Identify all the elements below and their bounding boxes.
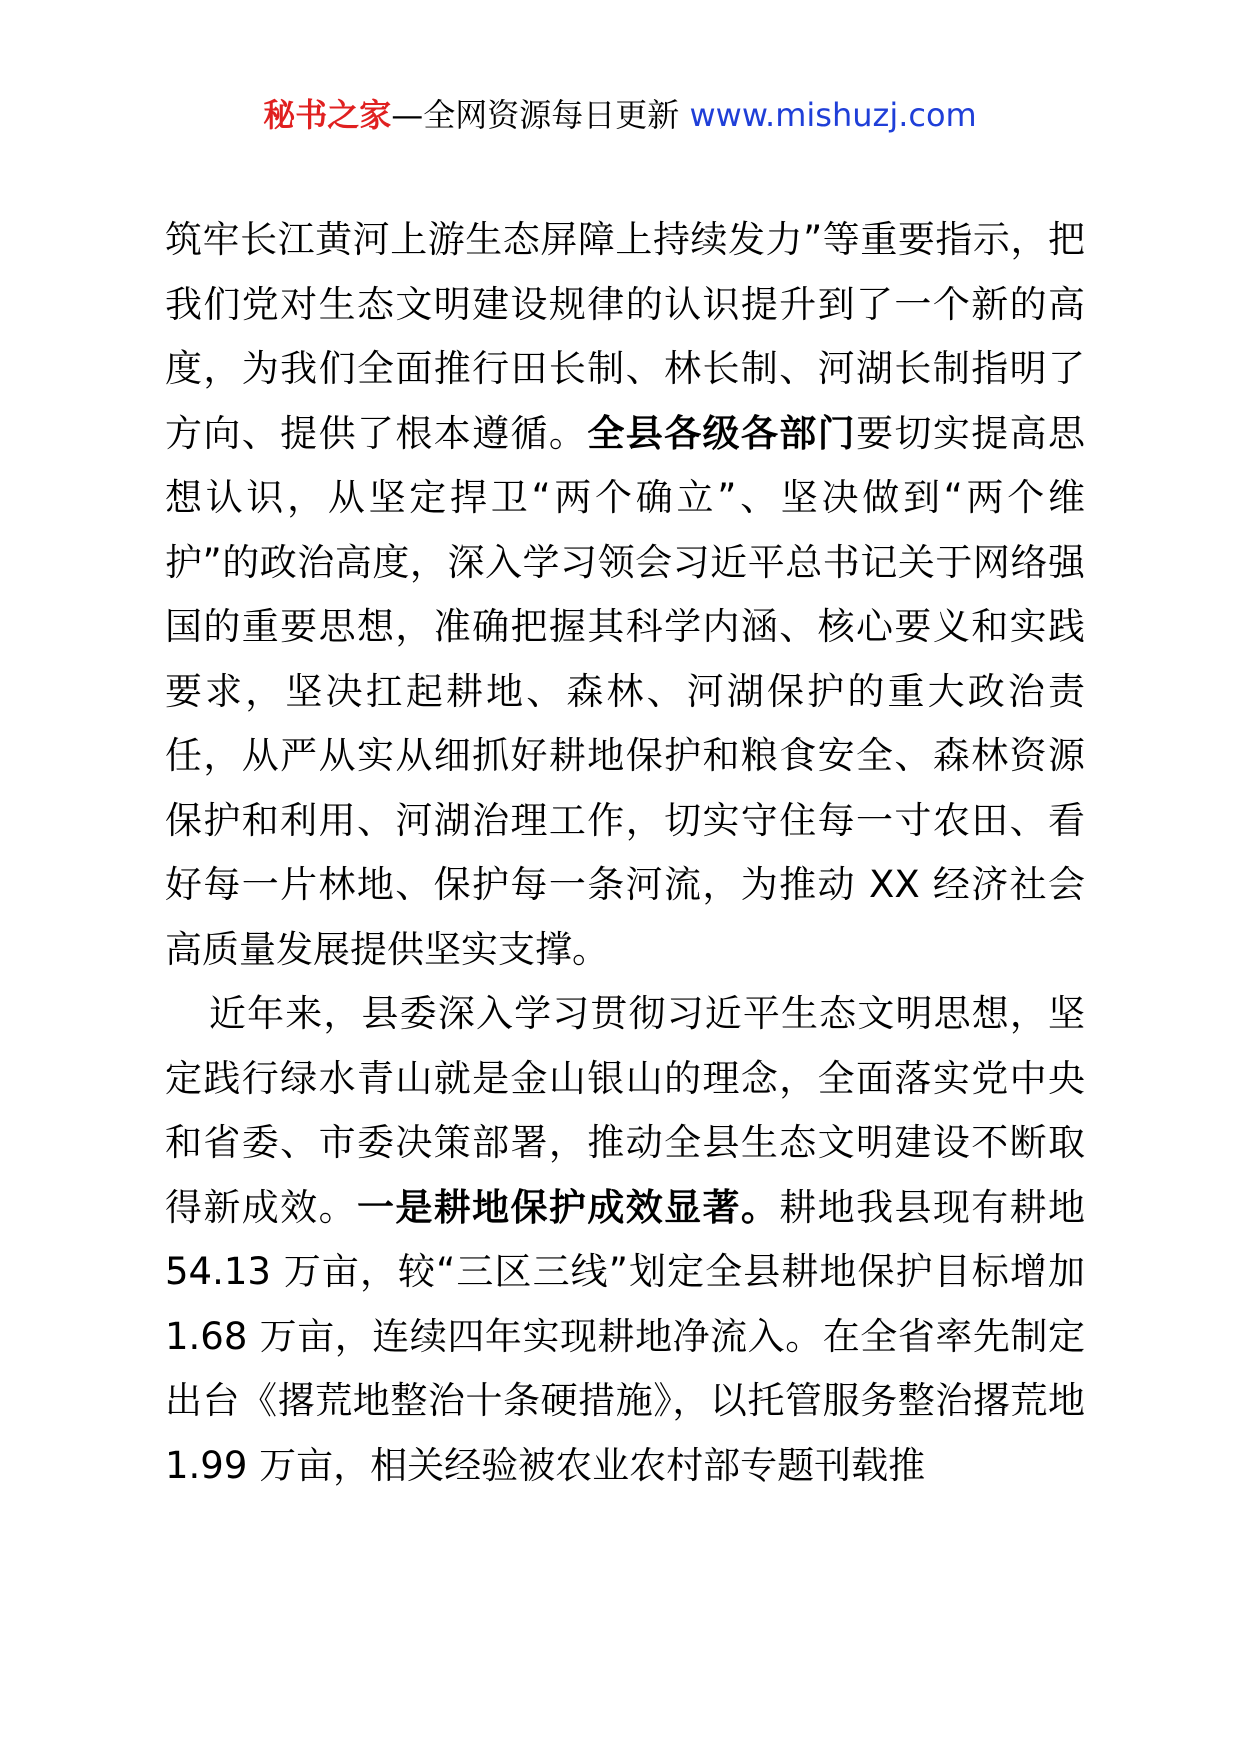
paragraph-1-emphasis: 全县各级各部门 xyxy=(587,411,857,455)
paragraph-1-text: 筑牢长江黄河上游生态屏障上持续发力”等重要指示，把我们党对生态文明建设规律的认识提升到了一个新的高度，为我们全面推行田长制、林长制、河湖长制指明了方向、提供了根本遵循。 xyxy=(165,218,1085,455)
paragraph-2 xyxy=(165,982,1085,1498)
site-url-link[interactable]: www.mishuzj.com xyxy=(689,96,977,134)
paragraph-1 xyxy=(165,208,1085,982)
document-body xyxy=(165,208,1085,1498)
site-header xyxy=(0,95,1240,135)
paragraph-1-text-continued: 要切实提高思想认识，从坚定捍卫“两个确立”、坚决做到“两个维护”的政治高度，深入学习领会习近平总书记关于网络强国的重要思想，准确把握其科学内涵、核心要义和实践要求，坚决扛起耕地、森林、河湖保护的重大政治责任，从严从实从细抓好耕地保护和粮食安全、森林资源保护和利用、河湖治理工作，切实守住每一寸农田、看好每一片林地、保护每一条河流，为推动 XX 经济社会高质量发展提供坚实支撑。 xyxy=(165,411,1086,971)
paragraph-2-text-continued: 耕地我县现有耕地 54.13 万亩，较“三区三线”划定全县耕地保护目标增加 1.68 万亩，连续四年实现耕地净流入。在全省率先制定出台《撂荒地整治十条硬措施》，以托管服务整治撂荒地 1.99 万亩，相关经验被农业农村部专题刊载推 xyxy=(165,1185,1086,1487)
site-tagline: —全网资源每日更新 xyxy=(391,96,680,134)
site-brand: 秘书之家 xyxy=(263,96,392,134)
paragraph-2-text: 近年来，县委深入学习贯彻习近平生态文明思想，坚定践行绿水青山就是金山银山的理念，全面落实党中央和省委、市委决策部署，推动全县生态文明建设不断取得新成效。 xyxy=(165,992,1085,1229)
paragraph-2-emphasis: 一是耕地保护成效显著。 xyxy=(356,1185,780,1229)
